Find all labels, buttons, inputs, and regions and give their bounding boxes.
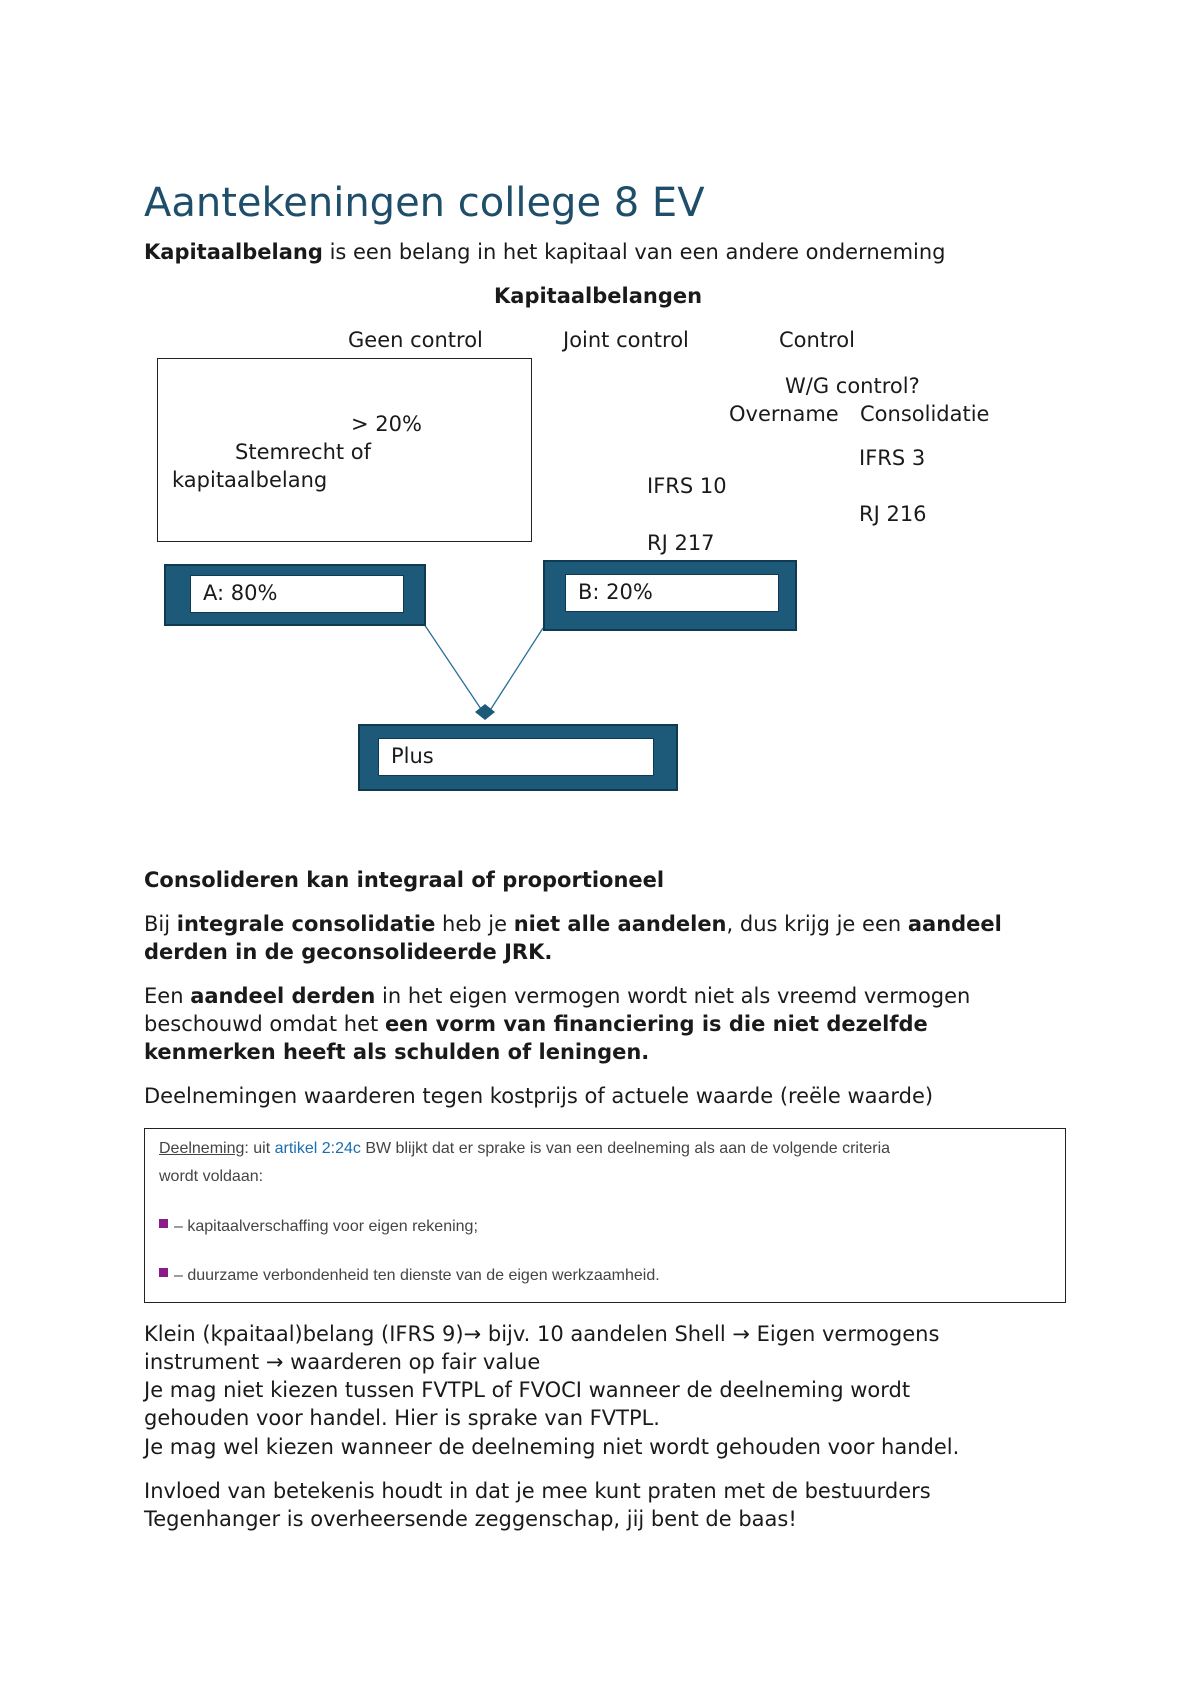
consolidatie-label: Consolidatie: [860, 402, 990, 426]
connector-b: [489, 628, 543, 712]
quote-line-1: Deelneming: uit artikel 2:24c BW blijkt dat er sprake is van een deelneming als aan de volgende criteria: [159, 1140, 891, 1157]
connector-a: [424, 624, 483, 712]
node-plus-label: Plus: [378, 738, 654, 776]
paragraph-2-line-2: beschouwd omdat het een vorm van financiering is die niet dezelfde: [144, 1012, 928, 1036]
paragraph-2-line-1: Een aandeel derden in het eigen vermogen wordt niet als vreemd vermogen: [144, 984, 971, 1008]
overname-label: Overname: [729, 402, 839, 426]
ifrs3-label: IFRS 3: [859, 446, 926, 470]
col-joint-control: Joint control: [563, 328, 689, 352]
deelneming-quote-box: [144, 1128, 1066, 1303]
paragraph-1-line-2: derden in de geconsolideerde JRK.: [144, 940, 553, 964]
wg-control: W/G control?: [785, 374, 920, 398]
notes-line-6: Invloed van betekenis houdt in dat je mee kunt praten met de bestuurders: [144, 1479, 931, 1503]
bullet-icon: [159, 1219, 168, 1228]
notes-line-3: Je mag niet kiezen tussen FVTPL of FVOCI wanneer de deelneming wordt: [144, 1378, 911, 1402]
col-control: Control: [779, 328, 855, 352]
node-b-label: B: 20%: [565, 574, 779, 612]
node-plus: [358, 724, 678, 791]
intro-term: Kapitaalbelang: [144, 240, 323, 264]
rj216-label: RJ 216: [859, 502, 927, 526]
quote-term: Deelneming: [159, 1140, 245, 1157]
quote-line-2: wordt voldaan:: [159, 1168, 264, 1185]
node-b: [543, 560, 797, 631]
intro-rest: is een belang in het kapitaal van een andere onderneming: [322, 240, 946, 264]
box-line-2: kapitaalbelang: [172, 468, 328, 492]
paragraph-3: Deelnemingen waarderen tegen kostprijs of actuele waarde (reële waarde): [144, 1084, 934, 1108]
artikel-link[interactable]: artikel 2:24c: [274, 1140, 361, 1157]
bullet-icon: [159, 1268, 168, 1277]
notes-line-4: gehouden voor handel. Hier is sprake van FVTPL.: [144, 1406, 660, 1430]
diagram-heading: Kapitaalbelangen: [494, 284, 703, 308]
quote-item-1: – kapitaalverschaffing voor eigen rekening;: [159, 1218, 478, 1236]
notes-line-1: Klein (kpaitaal)belang (IFRS 9)→ bijv. 10 aandelen Shell → Eigen vermogens: [144, 1322, 940, 1346]
notes-line-7: Tegenhanger is overheersende zeggenschap, jij bent de baas!: [144, 1507, 797, 1531]
page-title: Aantekeningen college 8 EV: [144, 180, 705, 226]
notes-line-2: instrument → waarderen op fair value: [144, 1350, 541, 1374]
ifrs10-label: IFRS 10: [647, 474, 727, 498]
notes-line-5: Je mag wel kiezen wanneer de deelneming niet wordt gehouden voor handel.: [144, 1435, 960, 1459]
box-percentage: > 20%: [351, 412, 422, 436]
section-heading: Consolideren kan integraal of proportioneel: [144, 868, 665, 892]
paragraph-2-line-3: kenmerken heeft als schulden of leningen.: [144, 1040, 650, 1064]
rj217-label: RJ 217: [647, 531, 715, 555]
paragraph-1-line-1: Bij integrale consolidatie heb je niet alle aandelen, dus krijg je een aandeel: [144, 912, 1002, 936]
col-geen-control: Geen control: [348, 328, 483, 352]
node-a: [164, 564, 426, 626]
box-line-1: Stemrecht of: [235, 440, 372, 464]
quote-item-2: – duurzame verbondenheid ten dienste van de eigen werkzaamheid.: [159, 1267, 660, 1285]
diagram-connectors: [0, 0, 1200, 800]
node-a-label: A: 80%: [190, 575, 404, 613]
